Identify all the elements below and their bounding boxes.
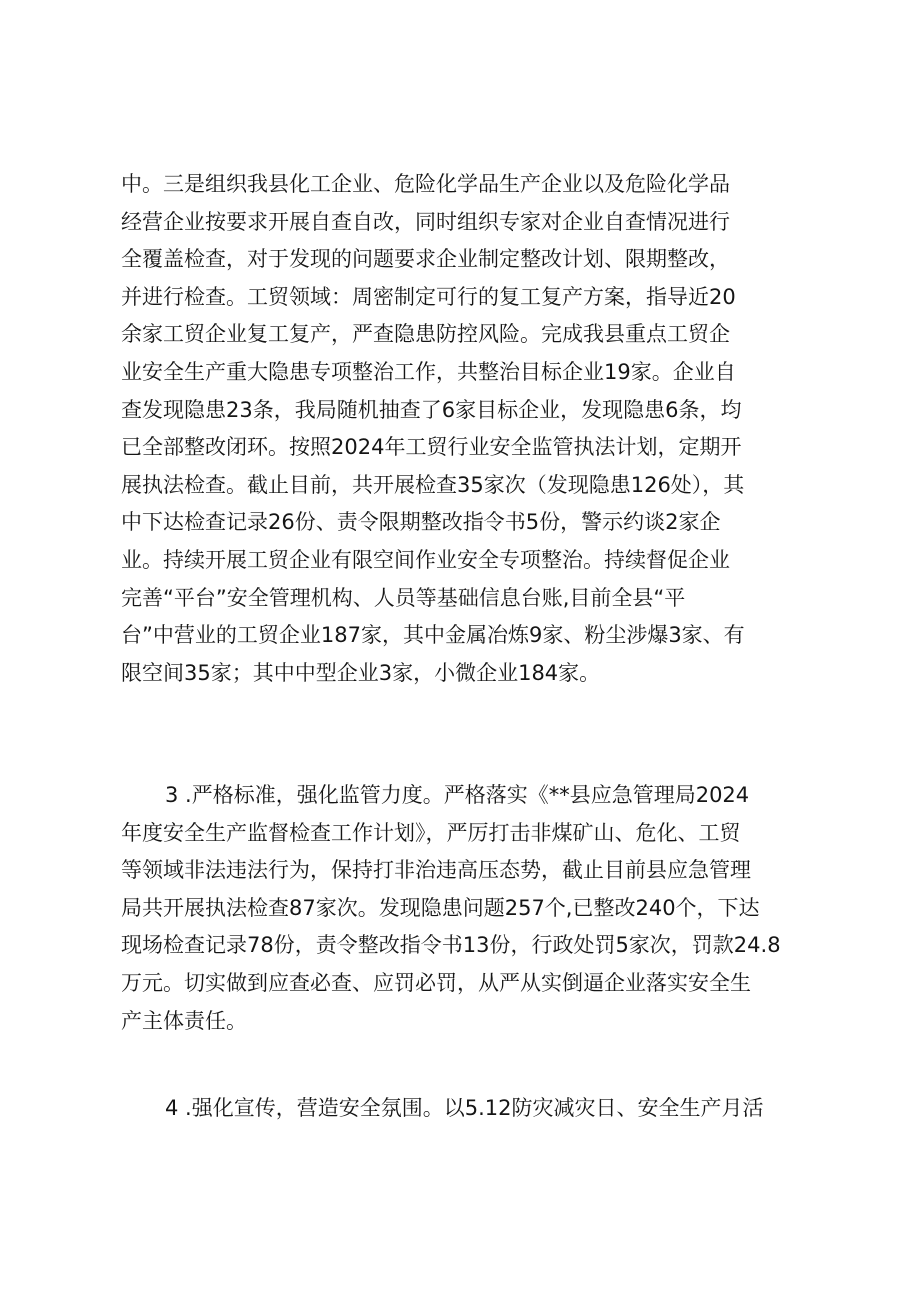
- text-line: 3 .严格标准，强化监管力度。严格落实《**县应急管理局2024: [165, 783, 750, 807]
- text-line: 限空间35家；其中中型企业3家，小微企业184家。: [121, 660, 601, 685]
- text-line: 万元。切实做到应查必查、应罚必罚，从严从实倒逼企业落实安全生: [121, 970, 751, 995]
- text-line: 局共开展执法检查87家次。发现隐患问题257个,已整改240个，下达: [121, 895, 760, 920]
- text-line: 查发现隐患23条，我局随机抽查了6家目标企业，发现隐患6条，均: [121, 397, 742, 422]
- paragraph-publicity: [121, 1090, 811, 1128]
- text-line: 中。三是组织我县化工企业、危险化学品生产企业以及危险化学品: [121, 172, 730, 196]
- text-line: 台”中营业的工贸企业187家，其中金属冶炼9家、粉尘涉爆3家、有: [121, 623, 745, 648]
- text-line: 并进行检查。工贸领域：周密制定可行的复工复产方案，指导近20: [121, 284, 736, 309]
- text-line: 年度安全生产监督检查工作计划》，严厉打击非煤矿山、危化、工贸: [121, 820, 741, 845]
- text-line: 已全部整改闭环。按照2024年工贸行业安全监管执法计划，定期开: [121, 435, 742, 460]
- text-line: 业安全生产重大隐患专项整治工作，共整治目标企业19家。企业自: [121, 359, 736, 384]
- text-line: 现场检查记录78份，责令整改指令书13份，行政处罚5家次，罚款24.8: [121, 933, 781, 958]
- paragraph-strict-standards: [121, 777, 811, 1040]
- paragraph-enterprise-inspection: [121, 166, 811, 692]
- text-line: 经营企业按要求开展自查自改，同时组织专家对企业自查情况进行: [121, 209, 730, 234]
- text-line: 中下达检查记录26份、责令限期整改指令书5份，警示约谈2家企: [121, 510, 721, 535]
- text-line: 业。持续开展工贸企业有限空间作业安全专项整治。持续督促企业: [121, 547, 730, 572]
- text-line: 全覆盖检查，对于发现的问题要求企业制定整改计划、限期整改，: [121, 247, 730, 272]
- text-line: 展执法检查。截止目前，共开展检查35家次（发现隐患126处），其: [121, 472, 745, 497]
- text-line: 产主体责任。: [121, 1008, 247, 1033]
- text-line: 等领域非法违法行为，保持打非治违高压态势，截止目前县应急管理: [121, 858, 751, 883]
- text-line: 余家工贸企业复工复产，严查隐患防控风险。完成我县重点工贸企: [121, 322, 730, 347]
- text-line: 4 .强化宣传，营造安全氛围。以5.12防灾减灾日、安全生产月活: [165, 1096, 764, 1120]
- text-line: 完善“平台”安全管理机构、人员等基础信息台账,目前全县“平: [121, 585, 686, 610]
